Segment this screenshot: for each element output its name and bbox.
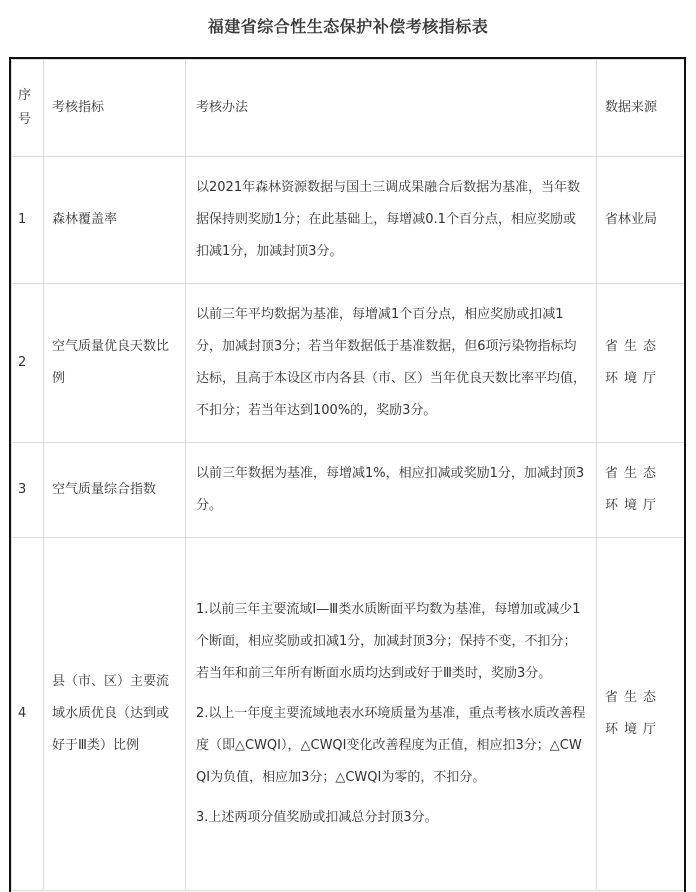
- row-seq: 4: [12, 538, 44, 891]
- row-seq: 2: [12, 284, 44, 443]
- row-method: [186, 157, 597, 284]
- table-row: [12, 284, 685, 443]
- row-source: 省生态环境厅: [597, 284, 685, 443]
- row-method: [186, 443, 597, 538]
- row-indicator: 县（市、区）主要流域水质优良（达到或好于Ⅲ类）比例: [44, 538, 186, 891]
- method-paragraph: 2.以上一年度主要流域地表水环境质量为基准，重点考核水质改善程度（即△CWQI），△CWQI变化改善程度为正值，相应扣3分；△CWQI为负值，相应加3分；△CWQI为零的，不扣分。: [196, 706, 586, 785]
- row-seq: 3: [12, 443, 44, 538]
- method-paragraph: 以前三年数据为基准，每增减1%，相应扣减或奖励1分，加减封顶3分。: [196, 466, 585, 513]
- header-indicator: 考核指标: [44, 60, 186, 157]
- method-paragraph: 以2021年森林资源数据与国土三调成果融合后数据为基准，当年数据保持则奖励1分；在此基础上，每增减0.1个百分点，相应奖励或扣减1分，加减封顶3分。: [196, 180, 581, 259]
- page-title: 福建省综合性生态保护补偿考核指标表: [207, 17, 489, 36]
- row-seq: 1: [12, 157, 44, 284]
- row-indicator: 森林覆盖率: [44, 157, 186, 284]
- table-header-row: [12, 60, 685, 157]
- row-source: 省生态环境厅: [597, 538, 685, 891]
- row-indicator: 空气质量综合指数: [44, 443, 186, 538]
- header-seq: 序 号: [12, 60, 44, 157]
- row-source: 省生态环境厅: [597, 443, 685, 538]
- indicator-table: [11, 59, 685, 891]
- table-row: [12, 443, 685, 538]
- assessment-table: [9, 57, 686, 892]
- row-source: 省林业局: [597, 157, 685, 284]
- method-paragraph: 以前三年平均数据为基准，每增减1个百分点，相应奖励或扣减1分，加减封顶3分；若当年数据低于基准数据，但6项污染物指标均达标，且高于本设区市内各县（市、区）当年优良天数比率平均值，不扣分；若当年达到100%的，奖励3分。: [196, 307, 587, 418]
- method-paragraph: 3.上述两项分值奖励或扣减总分封顶3分。: [196, 810, 438, 825]
- header-method: 考核办法: [186, 60, 597, 157]
- table-row: [12, 538, 685, 891]
- row-indicator: 空气质量优良天数比例: [44, 284, 186, 443]
- row-method: [186, 538, 597, 891]
- row-method: [186, 284, 597, 443]
- table-row: [12, 157, 685, 284]
- header-source: 数据来源: [597, 60, 685, 157]
- method-paragraph: 1.以前三年主要流域Ⅰ—Ⅲ类水质断面平均数为基准，每增加或减少1个断面，相应奖励或扣减1分，加减封顶3分；保持不变，不扣分；若当年和前三年所有断面水质均达到或好于Ⅲ类时，奖励3分。: [196, 602, 581, 681]
